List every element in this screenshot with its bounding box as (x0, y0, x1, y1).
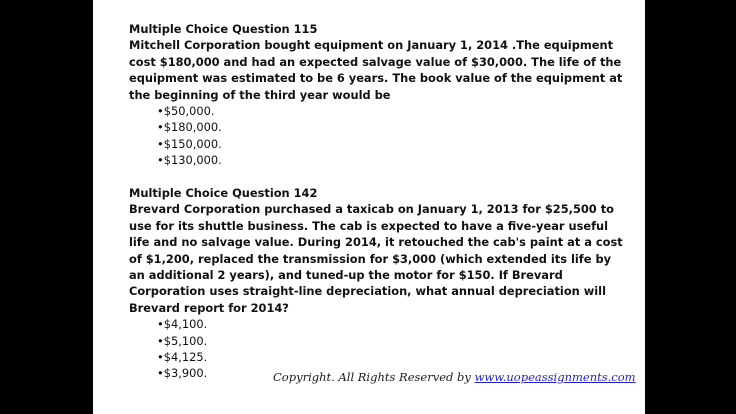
answer-option: • $180,000. (157, 119, 629, 135)
answer-option: • $4,100. (157, 316, 629, 332)
question-115 (129, 21, 629, 169)
question-142 (129, 185, 629, 382)
question-text: Brevard Corporation purchased a taxicab on January 1, 2013 for $25,500 to use for its shuttle business. The cab is expected to have a five-year useful life and no salvage value. During 2014, it retouched the cab's paint at a cost of $1,200, replaced the transmission for $3,000 (which extended its life by an additional 2 years), and tuned-up the motor for $150. If Brevard Corporation uses straight-line depreciation, what annual depreciation will Brevard report for 2014? (129, 202, 623, 315)
question-text: Mitchell Corporation bought equipment on January 1, 2014 .The equipment cost $180,000 and had an expected salvage value of $30,000. The life of the equipment was estimated to be 6 years. The book value of the equipment at the beginning of the third year would be (129, 38, 623, 102)
answer-option: • $4,125. (157, 349, 629, 365)
copyright-footer (273, 370, 636, 384)
website-link[interactable]: www.uopeassignments.com (474, 370, 636, 384)
answer-option: • $5,100. (157, 333, 629, 349)
copyright-text: Copyright. All Rights Reserved by (273, 370, 471, 384)
slide (93, 0, 645, 414)
answer-option: • $130,000. (157, 152, 629, 168)
question-title: Multiple Choice Question 142 (129, 186, 318, 200)
answer-option: • $3,900. (157, 365, 629, 381)
question-title: Multiple Choice Question 115 (129, 22, 318, 36)
answer-options (129, 103, 629, 169)
answer-option: • $50,000. (157, 103, 629, 119)
answer-option: • $150,000. (157, 136, 629, 152)
